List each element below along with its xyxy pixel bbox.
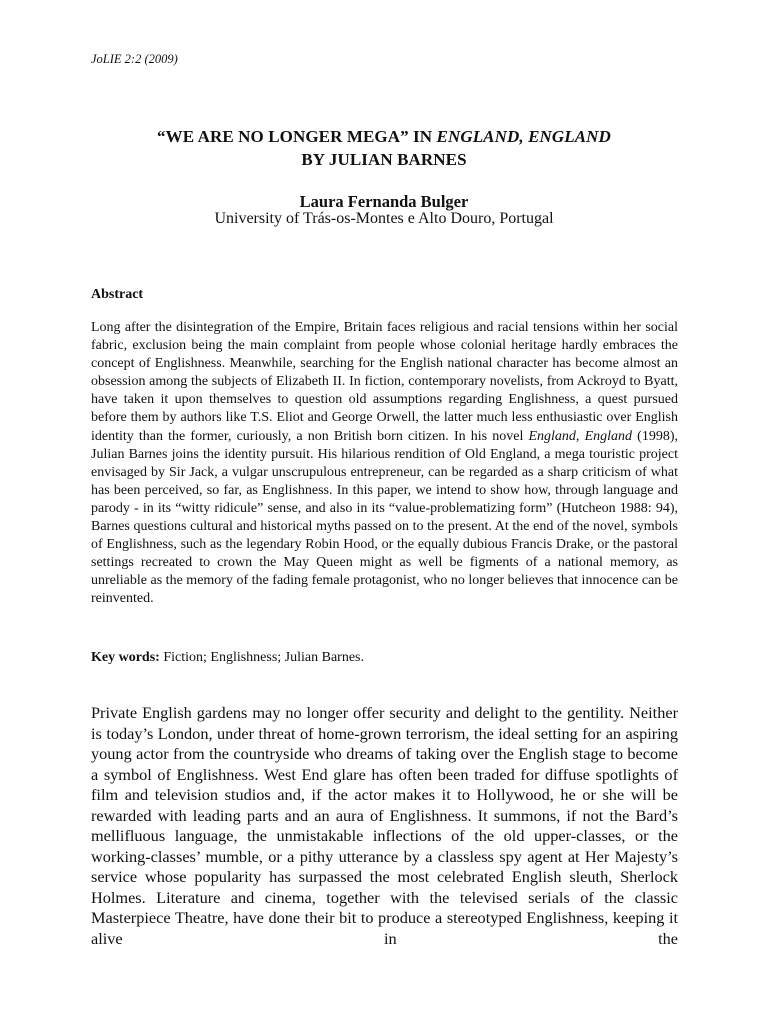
title-italic: ENGLAND, ENGLAND — [436, 127, 611, 146]
author-name: Laura Fernanda Bulger — [299, 192, 469, 211]
keywords-line — [91, 650, 364, 666]
paper-title-line-2: BY JULIAN BARNES — [301, 150, 467, 169]
keywords-label: Key words: — [91, 650, 160, 665]
author-affiliation: University of Trás-os-Montes e Alto Douro, Portugal — [214, 210, 554, 227]
keywords-value: Fiction; Englishness; Julian Barnes. — [159, 650, 364, 665]
abstract-text-part-1: Long after the disintegration of the Empire, Britain faces religious and racial tensions within her social fabric, exclusion being the main complaint from people whose colonial heritage hardly embraces the concept of Englishness. Meanwhile, searching for the English national character has become almost an obsession among the subjects of Elizabeth II. In fiction, contemporary novelists, from Ackroyd to Byatt, have taken it upon themselves to question old assumptions regarding Englishness, a quest pursued before them by authors like T.S. Eliot and George Orwell, the latter much less enthusiastic over English identity than the former, curiously, a non British born citizen. In his novel — [91, 320, 678, 444]
abstract-text — [91, 319, 678, 627]
title-prefix: “WE ARE NO LONGER MEGA” IN — [157, 127, 437, 146]
abstract-novel-title: England, England — [528, 428, 633, 444]
abstract-heading: Abstract — [91, 287, 144, 302]
journal-citation: JoLIE 2:2 (2009) — [91, 52, 178, 66]
body-paragraph: Private English gardens may no longer offer security and delight to the gentility. Neither is today’s London, under threat of home-grown terrorism, the ideal setting for an aspiring young actor from the countryside who dreams of taking over the English stage to become a symbol of Englishness. West End glare has often been traded for diffuse spotlights of film and television studios and, if the actor makes it to Hollywood, he or she will be rewarded with leading parts and an aura of Englishness. It summons, if not the Bard’s mellifluous language, the unmistakable inflections of the old upper-classes, or the working-classes’ mumble, or a pithy utterance by a classless spy agent at Her Majesty’s service whose popularity has surpassed the most celebrated English sleuth, Sherlock Holmes. Literature and cinema, together with the televised serials of the classic Masterpiece Theatre, have done their bit to produce a stereotyped Englishness, keeping it alive in the — [91, 703, 678, 948]
paper-title-line-1 — [0, 127, 768, 147]
abstract-text-part-2: (1998), Julian Barnes joins the identity pursuit. His hilarious rendition of Old England, a mega touristic project envisaged by Sir Jack, a vulgar unscrupulous entrepreneur, can be regarded as a sharp criticism of what has been perceived, so far, as Englishness. In this paper, we intend to show how, through language and parody - in its “witty ridicule” sense, and also in its “value-problematizing form” (Hutcheon 1988: 94), Barnes questions cultural and historical myths passed on to the present. At the end of the novel, symbols of Englishness, such as the legendary Robin Hood, or the equally dubious Francis Drake, or the pastoral settings recreated to crown the May Queen might as well be figments of a national memory, as unreliable as the memory of the fading female protagonist, who no longer believes that innocence can be reinvented. — [91, 428, 678, 607]
